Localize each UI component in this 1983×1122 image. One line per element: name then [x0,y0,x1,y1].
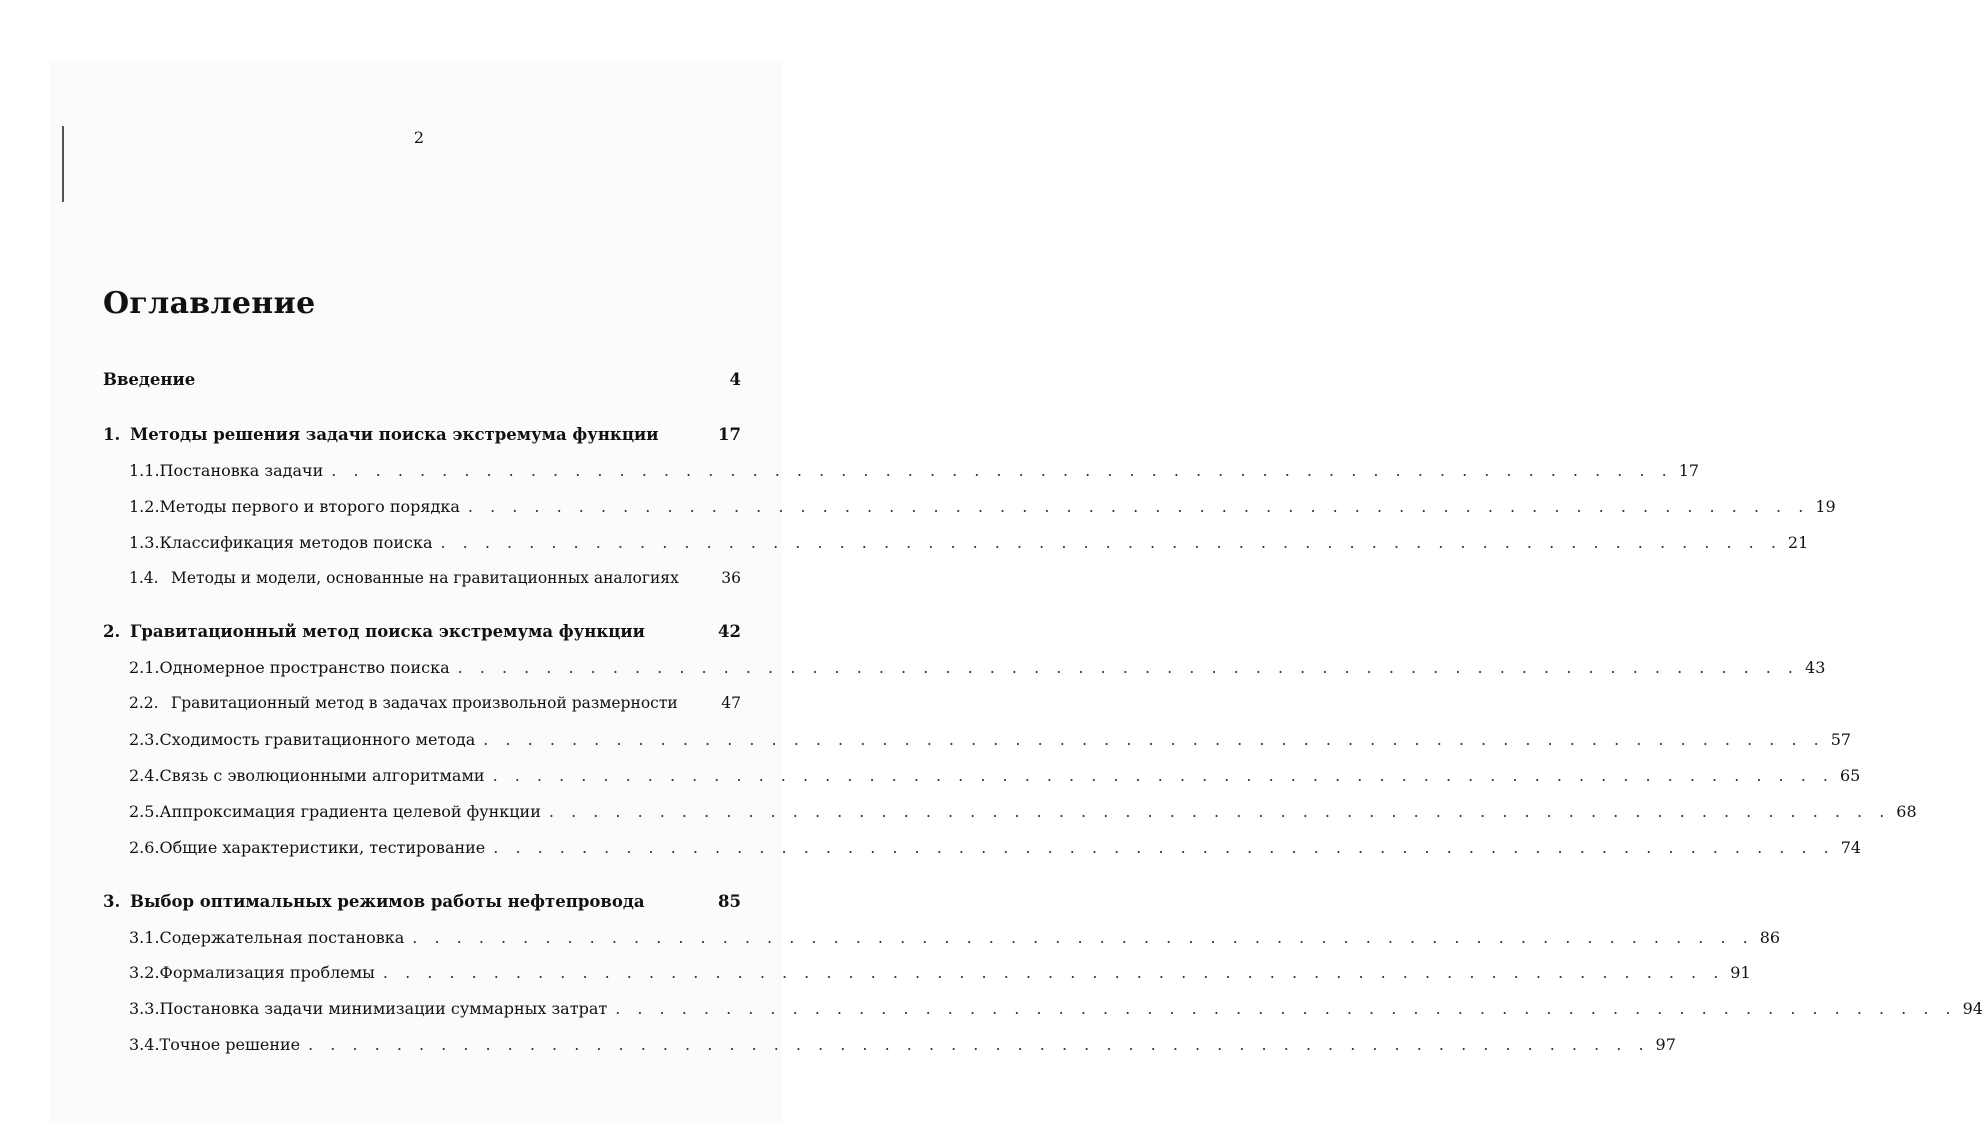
section-page: 91 [1730,963,1751,982]
toc-section-3-2[interactable] [129,963,1751,987]
section-title: Сходимость гравитационного метода [159,730,476,749]
toc-section-2-6[interactable] [129,838,1862,862]
toc-chapter-3[interactable] [103,892,741,916]
leader-dots: . . . . . . . . . . . . . . . . . . . . . . . . . . . . . . . . . . . . . . . . . . . . . . . . . . . . . . . . . . . . . [493,838,1835,857]
section-number: 1.4. [129,569,159,587]
leader-dots: . . . . . . . . . . . . . . . . . . . . . . . . . . . . . . . . . . . . . . . . . . . . . . . . . . . . . . . . . . . . . [440,533,1782,552]
section-page: 68 [1896,802,1917,821]
section-title: Формализация проблемы [159,963,375,982]
leader-dots: . . . . . . . . . . . . . . . . . . . . . . . . . . . . . . . . . . . . . . . . . . . . . . . . . . . . . . . . . . . . . [615,999,1957,1018]
section-page: 47 [721,694,741,712]
chapter-title: Выбор оптимальных режимов работы нефтепровода [130,892,645,911]
section-number: 2.6. [129,838,160,857]
section-title: Гравитационный метод в задачах произвольной размерности [171,694,678,712]
section-number: 1.2. [129,497,160,516]
section-number: 3.1. [129,928,160,947]
section-title: Постановка задачи [159,461,324,480]
toc-section-2-2[interactable] [129,694,741,718]
leader-dots: . . . . . . . . . . . . . . . . . . . . . . . . . . . . . . . . . . . . . . . . . . . . . . . . . . . . . . . . . . . . . [412,928,1754,947]
section-title: Точное решение [159,1035,301,1054]
section-title: Одномерное пространство поиска [159,658,450,677]
section-page: 36 [721,569,741,587]
toc-title: Оглавление [103,286,316,321]
leader-dots: . . . . . . . . . . . . . . . . . . . . . . . . . . . . . . . . . . . . . . . . . . . . . . . . . . . . . . . . . . . . . [331,461,1673,480]
section-page: 86 [1759,928,1781,947]
section-number: 2.2. [129,694,159,712]
section-title: Постановка задачи минимизации суммарных затрат [159,999,608,1018]
chapter-page: 85 [718,892,741,911]
section-page: 74 [1840,838,1862,857]
toc-section-1-2[interactable] [129,497,1836,521]
section-number: 1.3. [129,533,160,552]
section-title: Содержательная постановка [159,928,405,947]
toc-section-3-3[interactable] [129,999,1983,1023]
toc-section-2-5[interactable] [129,802,1917,826]
section-title: Методы и модели, основанные на гравитационных аналогиях [171,569,679,587]
section-number: 2.1. [129,658,160,677]
section-number: 3.2. [129,963,160,982]
toc-section-1-1[interactable] [129,461,1700,485]
leader-dots: . . . . . . . . . . . . . . . . . . . . . . . . . . . . . . . . . . . . . . . . . . . . . . . . . . . . . . . . . . . . . [548,802,1891,821]
section-number: 2.3. [129,730,160,749]
toc-section-2-1[interactable] [129,658,1826,682]
section-number: 2.5. [129,802,160,821]
toc-section-1-4[interactable] [129,569,741,593]
section-page: 94 [1962,999,1983,1018]
chapter-page: 17 [718,425,741,444]
section-number: 2.4. [129,766,160,785]
section-page: 65 [1839,766,1861,785]
toc-chapter-1[interactable] [103,425,741,449]
toc-entry-intro[interactable] [103,370,741,394]
chapter-page: 42 [718,622,741,641]
leader-dots: . . . . . . . . . . . . . . . . . . . . . . . . . . . . . . . . . . . . . . . . . . . . . . . . . . . . . . . . . . . . . [308,1035,1650,1054]
leader-dots: . . . . . . . . . . . . . . . . . . . . . . . . . . . . . . . . . . . . . . . . . . . . . . . . . . . . . . . . . . . . . [492,766,1834,785]
section-title: Методы первого и второго порядка [159,497,460,516]
section-number: 3.3. [129,999,160,1018]
section-title: Классификация методов поиска [159,533,433,552]
section-page: 19 [1815,497,1836,516]
toc-section-2-3[interactable] [129,730,1852,754]
section-page: 17 [1678,461,1700,480]
toc-chapter-2[interactable] [103,622,741,646]
toc-section-3-1[interactable] [129,928,1781,952]
toc-section-1-3[interactable] [129,533,1809,557]
leader-dots: . . . . . . . . . . . . . . . . . . . . . . . . . . . . . . . . . . . . . . . . . . . . . . . . . . . . . . . . . . . . . [457,658,1800,677]
chapter-number: 1. [103,425,121,444]
chapter-number: 2. [103,622,121,641]
section-page: 57 [1830,730,1852,749]
section-page: 21 [1787,533,1809,552]
chapter-number: 3. [103,892,121,911]
leader-dots: . . . . . . . . . . . . . . . . . . . . . . . . . . . . . . . . . . . . . . . . . . . . . . . . . . . . . . . . . . . . . [483,730,1825,749]
chapter-title: Гравитационный метод поиска экстремума функции [130,622,645,641]
page-number: 2 [413,128,425,147]
toc-entry-page: 4 [729,370,741,389]
toc-entry-label: Введение [103,370,196,389]
section-number: 3.4. [129,1035,160,1054]
leader-dots: . . . . . . . . . . . . . . . . . . . . . . . . . . . . . . . . . . . . . . . . . . . . . . . . . . . . . . . . . . . . . [382,963,1725,982]
section-title: Связь с эволюционными алгоритмами [159,766,485,785]
section-page: 97 [1655,1035,1676,1054]
toc-section-3-4[interactable] [129,1035,1676,1059]
section-page: 43 [1805,658,1826,677]
toc-section-2-4[interactable] [129,766,1861,790]
section-title: Общие характеристики, тестирование [159,838,486,857]
leader-dots: . . . . . . . . . . . . . . . . . . . . . . . . . . . . . . . . . . . . . . . . . . . . . . . . . . . . . . . . . . . . . [467,497,1810,516]
section-number: 1.1. [129,461,160,480]
section-title: Аппроксимация градиента целевой функции [159,802,541,821]
chapter-title: Методы решения задачи поиска экстремума функции [130,425,659,444]
